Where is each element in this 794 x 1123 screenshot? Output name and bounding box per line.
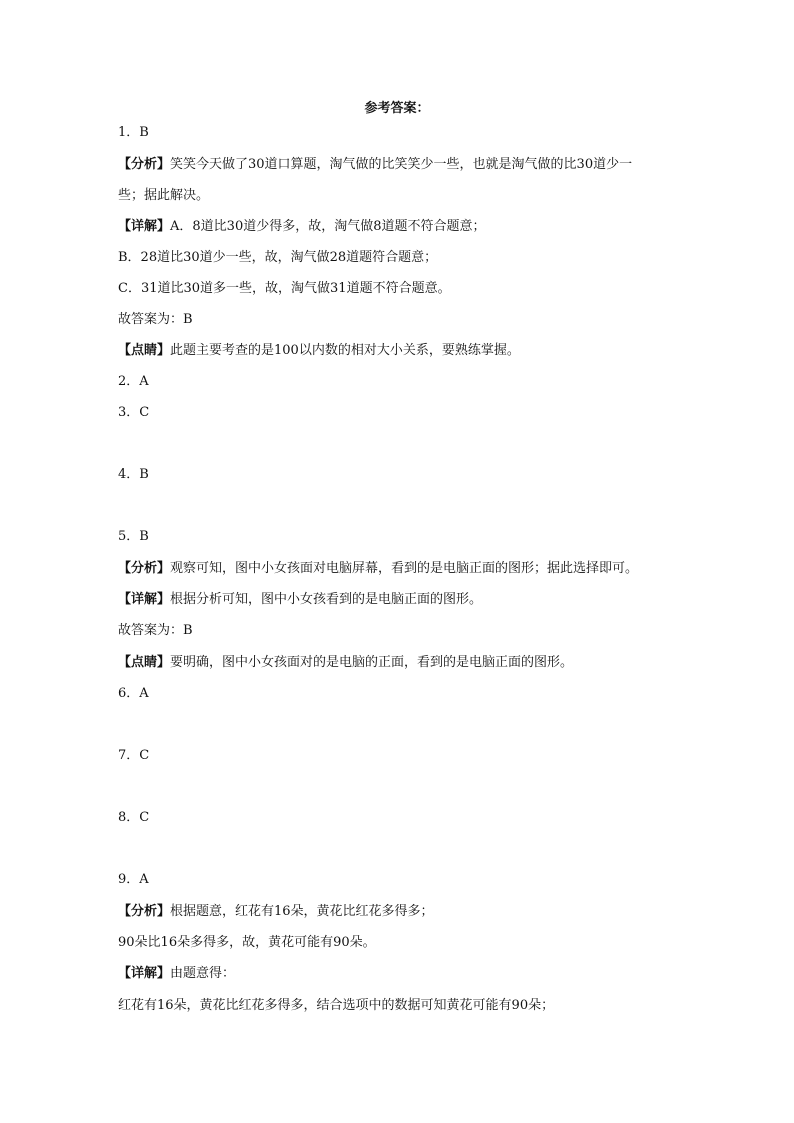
line-text: A．8道比30道少得多，故，淘气做8道题不符合题意；	[170, 219, 486, 234]
section-tag: 【分析】	[118, 904, 171, 919]
text-line	[118, 311, 688, 329]
section-tag: 【详解】	[118, 966, 171, 981]
text-line	[118, 280, 688, 298]
detail-line	[118, 218, 688, 236]
line-text: 根据题意，红花有16朵，黄花比红花多得多；	[170, 904, 434, 919]
answer-line-4	[118, 466, 688, 484]
analysis-line	[118, 560, 688, 578]
text-line	[118, 997, 688, 1015]
line-text: 要明确，图中小女孩面对的是电脑的正面，看到的是电脑正面的图形。	[170, 655, 574, 670]
text-line	[118, 934, 688, 952]
answer-line-3	[118, 404, 688, 422]
section-tag: 【分析】	[118, 157, 171, 172]
detail-line	[118, 591, 688, 609]
line-text: 笑笑今天做了30道口算题，淘气做的比笑笑少一些，也就是淘气做的比30道少一	[170, 157, 633, 172]
line-text: 6．A	[118, 686, 149, 701]
line-text: 90朵比16朵多得多，故，黄花可能有90朵。	[118, 935, 376, 950]
line-text: 故答案为：B	[118, 312, 193, 327]
line-text: 故答案为：B	[118, 623, 193, 638]
answer-line-2	[118, 373, 688, 391]
answer-line-6	[118, 685, 688, 703]
answer-line-9	[118, 871, 688, 889]
text-line	[118, 187, 688, 205]
section-tag: 【点睛】	[118, 343, 171, 358]
section-tag: 【点睛】	[118, 655, 171, 670]
line-text: 由题意得：	[170, 966, 236, 981]
tip-line	[118, 342, 688, 360]
answer-line-1	[118, 124, 688, 142]
section-tag: 【详解】	[118, 592, 171, 607]
line-text: 些；据此解决。	[118, 188, 210, 203]
page-title: 参考答案：	[364, 101, 430, 116]
detail-line	[118, 965, 688, 983]
line-text: 8．C	[118, 810, 150, 825]
answer-line-7	[118, 747, 688, 765]
line-text: C．31道比30道多一些，故，淘气做31道题不符合题意。	[118, 281, 451, 296]
line-text: 4．B	[118, 467, 149, 482]
line-text: 红花有16朵，黄花比红花多得多，结合选项中的数据可知黄花可能有90朵；	[118, 998, 555, 1013]
line-text: 9．A	[118, 872, 149, 887]
text-line	[118, 249, 688, 267]
line-text: 3．C	[118, 405, 150, 420]
analysis-line	[118, 156, 688, 174]
line-text: 根据分析可知，图中小女孩看到的是电脑正面的图形。	[170, 592, 483, 607]
line-text: 观察可知，图中小女孩面对电脑屏幕，看到的是电脑正面的图形；据此选择即可。	[170, 561, 639, 576]
section-tag: 【详解】	[118, 219, 171, 234]
answer-line-5	[118, 528, 688, 546]
line-text: 2．A	[118, 374, 149, 389]
answer-line-8	[118, 809, 688, 827]
line-text: B．28道比30道少一些，故，淘气做28道题符合题意；	[118, 250, 438, 265]
line-text: 7．C	[118, 748, 150, 763]
section-tag: 【分析】	[118, 561, 171, 576]
text-line	[118, 622, 688, 640]
tip-line	[118, 654, 688, 672]
line-text: 1．B	[118, 125, 149, 140]
line-text: 5．B	[118, 529, 149, 544]
line-text: 此题主要考查的是100以内数的相对大小关系，要熟练掌握。	[170, 343, 520, 358]
analysis-line	[118, 903, 688, 921]
